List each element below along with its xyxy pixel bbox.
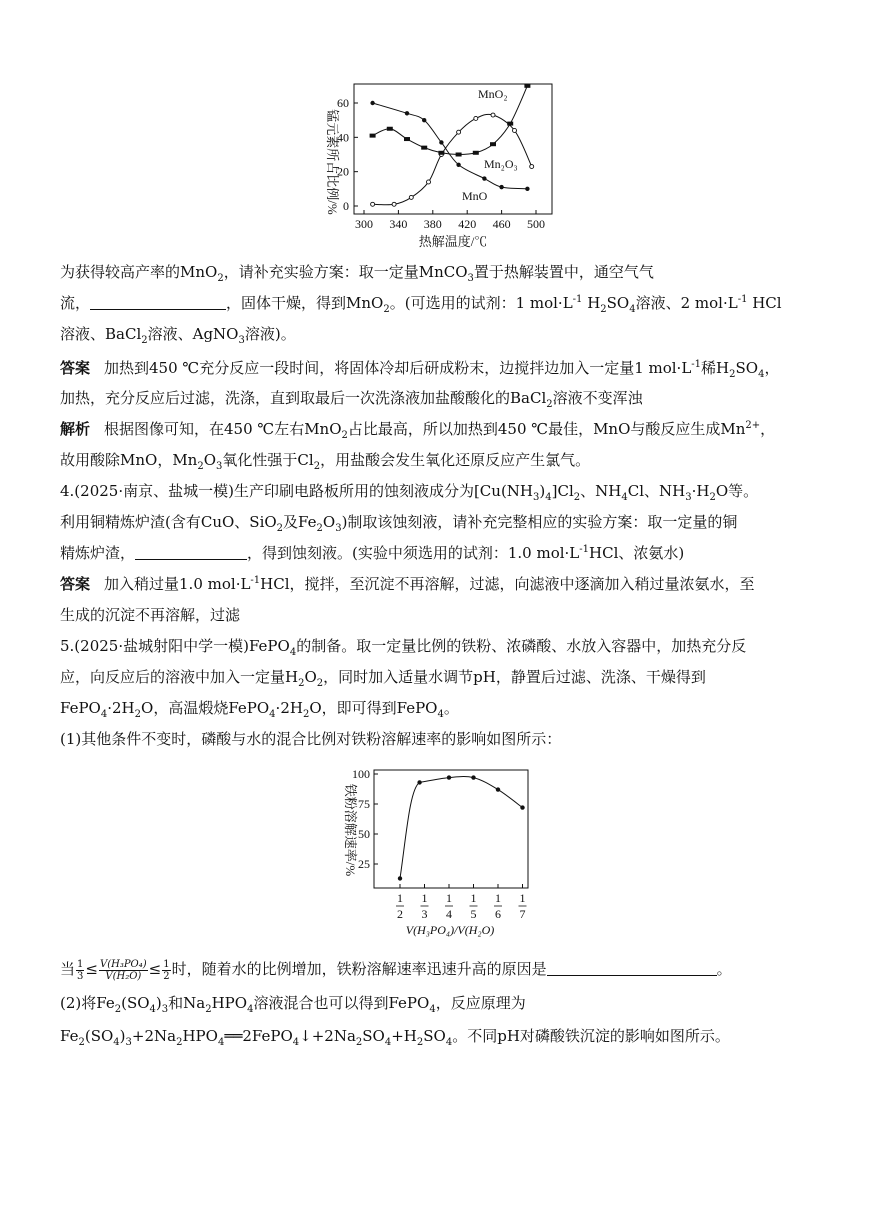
question-line: (2)将$Fe_2(SO_4)_3$和$Na_2HPO_4$溶液混合也可以得到FePO$_4$，反应原理为	[60, 994, 526, 1015]
chart1-x-tick-label: 420	[458, 217, 477, 231]
chart2-y-tick-label: 25	[358, 857, 370, 871]
chart2-frame	[374, 770, 528, 888]
chart2-x-tick-label: 1	[470, 891, 477, 905]
chart2-point	[520, 805, 524, 809]
chart1-point	[524, 84, 530, 88]
chart1-point	[370, 134, 376, 138]
question-line: 应，向反应后的溶液中加入一定量$H_2O_2$，同时加入适量水调节pH，静置后过滤、洗涤、干燥得到	[60, 668, 706, 689]
chart1-point	[427, 180, 431, 184]
chart1-ylabel: 锰元素所占比例/%	[325, 109, 340, 215]
chart1-frame	[354, 84, 552, 214]
fraction: $\frac{1}{2}$	[163, 958, 170, 982]
chart2-x-tick-label: 5	[470, 907, 477, 921]
chart1-point	[491, 113, 495, 117]
manganese-chart	[312, 78, 562, 250]
fraction: $\frac{1}{3}$	[77, 958, 84, 982]
chart1-point	[371, 202, 375, 206]
chart1-point	[405, 111, 409, 115]
chart1-x-tick-label: 500	[527, 217, 545, 231]
chart1-legend-mno: MnO	[462, 189, 488, 203]
chart1-x-tick-label: 380	[423, 217, 442, 231]
chart2-point	[471, 775, 475, 779]
chart1-point	[490, 142, 496, 146]
dissolution-chart	[332, 762, 538, 946]
text-line: 为获得较高产率的MnO$_2$，请补充实验方案：取一定量MnCO$_3$置于热解装置中，通空气气	[60, 263, 654, 284]
chart1-point	[507, 122, 513, 126]
chart1-point	[457, 130, 461, 134]
chart1-y-tick-label: 0	[343, 199, 349, 213]
text-line: 溶液、BaCl$_2$溶液、AgNO$_3$溶液)。	[60, 325, 296, 346]
chart2-ylabel: 铁粉溶解速率/%	[343, 783, 358, 877]
chart1-point	[456, 153, 462, 157]
question-line: 利用铜精炼炉渣(含有CuO、SiO$_2$及$Fe_2O_3$)制取该蚀刻液，请补充完整相应的实验方案：取一定量的铜	[60, 513, 738, 534]
equation-line: $Fe_2(SO_4)_3+2Na_2HPO_4══2FePO_4↓+2Na_2SO_4+H_2SO_4$。不同pH对磷酸铁沉淀的影响如图所示。	[60, 1027, 730, 1048]
chart1-series-line	[373, 103, 528, 189]
chart1-point	[422, 118, 426, 122]
chart2-x-tick-label: 1	[421, 891, 428, 905]
chart1-point	[525, 187, 529, 191]
analysis-line: 故用酸除MnO，$Mn_2O_3$氧化性强于$Cl_2$，用盐酸会发生氧化还原反应产生氯气。	[60, 451, 591, 472]
chart2-xlabel: V(H₃PO₄)/V(H₂O)	[405, 923, 495, 937]
chart1-point	[392, 202, 396, 206]
chart2-x-tick-label: 6	[495, 907, 501, 921]
answer-line: 生成的沉淀不再溶解，过滤	[60, 606, 241, 624]
analysis-line: 解析 根据图像可知，在450 ℃左右MnO$_2$占比最高，所以加热到450 ℃最佳，MnO与酸反应生成$Mn^{2+}$，	[60, 420, 776, 441]
chart1-point	[438, 151, 444, 155]
answer-label: 答案	[60, 575, 91, 593]
chart2-x-tick-label: 4	[446, 907, 452, 921]
chart1-point	[387, 127, 393, 131]
chart1-point	[499, 185, 503, 189]
chart1-xlabel: 热解温度/℃	[418, 234, 488, 249]
analysis-label: 解析	[60, 420, 91, 438]
chart2-x-tick-label: 2	[397, 907, 403, 921]
chart2-y-tick-label: 75	[358, 797, 370, 811]
answer-line: 答案 加热到450 ℃充分反应一段时间，将固体冷却后研成粉末，边搅拌边加入一定量1 $mol\cdot L^{-1}$稀$H_2SO_4$，	[60, 359, 780, 380]
chart2-x-tick-label: 3	[421, 907, 428, 921]
chart2-x-tick-label: 1	[519, 891, 526, 905]
chart1-y-tick-label: 20	[337, 164, 349, 179]
answer-blank[interactable]	[90, 295, 226, 310]
question-line: 5.(2025·盐城射阳中学一模)FePO$_4$的制备。取一定量比例的铁粉、浓磷酸、水放入容器中，加热充分反	[60, 637, 747, 658]
chart1-y-tick-label: 60	[337, 96, 349, 110]
chart2-y-tick-label: 50	[358, 827, 370, 841]
chart2-x-tick-label: 1	[397, 891, 403, 905]
question-line: $FePO_4\cdot 2H_2O$，高温煅烧$FePO_4\cdot 2H_2O$，即可得到FePO$_4$。	[60, 699, 459, 720]
chart1-legend-mno2: MnO₂	[478, 87, 508, 101]
chart1-y-tick-label: 40	[337, 130, 349, 145]
answer-blank[interactable]	[547, 961, 717, 976]
chart2-x-tick-label: 1	[446, 891, 452, 905]
chart1-x-tick-label: 460	[492, 217, 511, 231]
chart1-point	[473, 151, 479, 155]
question-line: (1)其他条件不变时，磷酸与水的混合比例对铁粉溶解速率的影响如图所示：	[60, 730, 562, 748]
answer-line: 答案 加入稍过量1.0 $mol\cdot L^{-1}HCl$，搅拌，至沉淀不再溶解，过滤，向滤液中逐滴加入稍过量浓氨水，至	[60, 575, 755, 593]
chart1-point	[409, 195, 413, 199]
chart2-point	[496, 787, 500, 791]
question-line: 精炼炉渣， ，得到蚀刻液。(实验中须选用的试剂：1.0 $mol\cdot L^{-1}HCl$、浓氨水)	[60, 544, 685, 562]
question-line: 当 $\frac{1}{3}$ ≤ $\frac{\text{V(H₃PO₄)}}{\text{V(H₂O)}}$ ≤ $\frac{1}{2}$ 时，随着水的比例增加，铁粉溶解速率迅速升高的原因是 。	[60, 958, 732, 982]
chart1-point	[404, 137, 410, 141]
answer-blank[interactable]	[135, 545, 247, 560]
chart1-point	[439, 140, 443, 144]
text-line: 流， ，固体干燥，得到MnO$_2$。(可选用的试剂：1 $mol\cdot L^{-1}$ $H_2SO_4$溶液、2 $mol\cdot L^{-1}$ HCl	[60, 294, 782, 315]
chart2-y-tick-label: 100	[352, 767, 370, 781]
answer-label: 答案	[60, 359, 91, 377]
question-line: 4.(2025·南京、盐城一模)生产印刷电路板所用的蚀刻液成分为$[Cu(NH_3)_4]Cl_2$、$NH_4Cl$、$NH_3\cdot H_2O$等。	[60, 482, 759, 503]
chart1-x-tick-label: 340	[389, 217, 408, 231]
chart1-x-tick-label: 300	[355, 217, 373, 231]
chart1-point	[421, 146, 427, 150]
chart1-point	[513, 128, 517, 132]
chart1-legend-mn2o3: Mn₂O₃	[484, 157, 518, 171]
chart2-x-tick-label: 7	[519, 907, 526, 921]
chart2-series-line	[400, 777, 523, 879]
chart2-point	[447, 775, 451, 779]
chart2-x-tick-label: 1	[495, 891, 501, 905]
chart2-point	[398, 876, 402, 880]
chart2-point	[417, 780, 421, 784]
chart1-point	[530, 165, 534, 169]
chart1-point	[456, 163, 460, 167]
fraction: $\frac{\text{V(H₃PO₄)}}{\text{V(H₂O)}}$	[99, 958, 147, 982]
chart1-point	[482, 176, 486, 180]
chart1-point	[370, 101, 374, 105]
chart1-point	[474, 116, 478, 120]
answer-line: 加热，充分反应后过滤，洗涤，直到取最后一次洗涤液加盐酸酸化的BaCl$_2$溶液不变浑浊	[60, 389, 643, 410]
